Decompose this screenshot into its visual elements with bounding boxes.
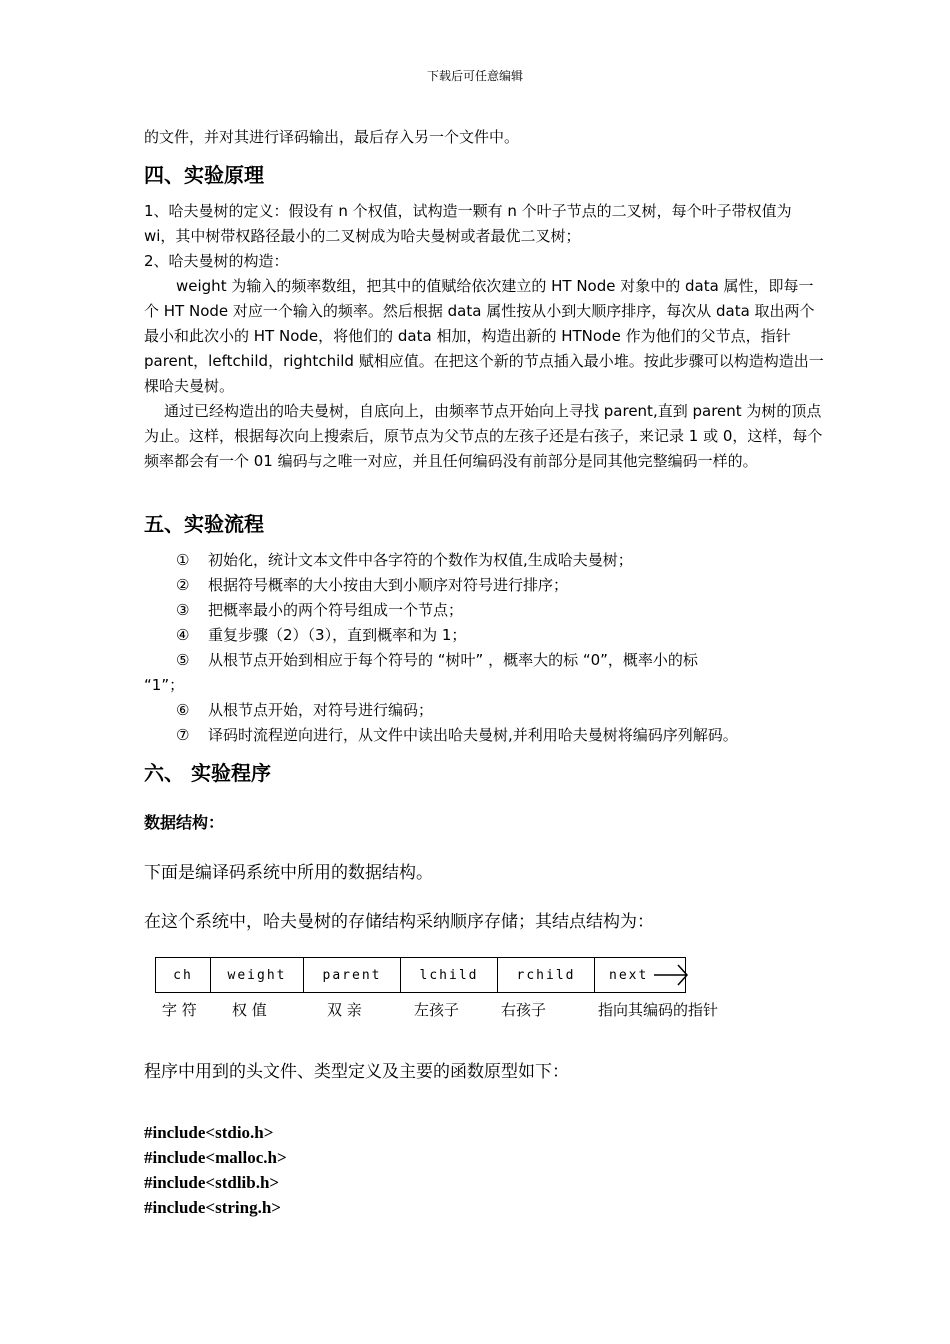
section-4-paragraph-1: 1、哈夫曼树的定义：假设有 n 个权值，试构造一颗有 n 个叶子节点的二叉树，每个叶子带权值为 wi，其中树带权路径最小的二叉树成为哈夫曼树或者最优二叉树；: [144, 202, 792, 245]
label-parent: 双 亲: [327, 1001, 362, 1019]
field-rchild: rchild: [498, 958, 595, 993]
include-line: #include<stdlib.h>: [144, 1173, 280, 1192]
label-weight: 权 值: [232, 1001, 267, 1019]
field-parent: parent: [304, 958, 401, 993]
step-number: ①: [176, 551, 190, 569]
header-note: 下载后可任意编辑: [426, 69, 523, 83]
intro-text: 的文件，并对其进行译码输出，最后存入另一个文件中。: [144, 128, 520, 146]
data-structure-intro: 下面是编译码系统中所用的数据结构。: [144, 863, 433, 883]
step-text: 把概率最小的两个符号组成一个节点；: [208, 601, 464, 619]
step-number: ②: [176, 576, 190, 594]
field-ch: ch: [156, 958, 211, 993]
section-4-paragraph-2: 2、哈夫曼树的构造：: [144, 252, 289, 270]
step-text: 译码时流程逆向进行，从文件中读出哈夫曼树,并利用哈夫曼树将编码序列解码。: [208, 726, 738, 744]
section-4-paragraph-4: 通过已经构造出的哈夫曼树，自底向上，由频率节点开始向上寻找 parent,直到 parent 为树的顶点为止。这样，根据每次向上搜索后，原节点为父节点的左孩子还是右孩子，来记录 1 或 0，这样，每个频率都会有一个 01 编码与之唯一对应，并且任何编码没有前部分是同其他完整编码一样的。: [144, 402, 823, 470]
section-4-paragraph-3: weight 为输入的频率数组，把其中的值赋给依次建立的 HT Node 对象中的 data 属性，即每一个 HT Node 对应一个输入的频率。然后根据 data 属性按从小到大顺序排序，每次从 data 取出两个最小和此次小的 HT Node，将他们的 data 相加，构造出新的 HTNode 作为他们的父节点，指针 parent，leftchild，rightchild 赋相应值。在把这个新的节点插入最小堆。按此步骤可以构造构造出一棵哈夫曼树。: [144, 277, 824, 395]
flow-step-5-continuation: “1”；: [144, 676, 185, 694]
step-number: ⑥: [176, 701, 190, 719]
step-text: 重复步骤（2）（3），直到概率和为 1；: [208, 626, 467, 644]
label-rchild: 右孩子: [501, 1001, 547, 1019]
flow-step-5: [144, 648, 824, 673]
flow-step-1: [144, 548, 824, 573]
section-4-heading: 四、实验原理: [144, 163, 264, 187]
flow-step-3: [144, 598, 824, 623]
step-text: 从根节点开始，对符号进行编码；: [208, 701, 434, 719]
label-lchild: 左孩子: [414, 1001, 460, 1019]
node-structure-table: [155, 957, 686, 993]
section-6-heading: 六、 实验程序: [144, 761, 271, 785]
storage-structure-text: 在这个系统中，哈夫曼树的存储结构采纳顺序存储；其结点结构为：: [144, 912, 654, 932]
flow-step-6: [144, 698, 824, 723]
label-ch: 字 符: [162, 1001, 197, 1019]
field-weight: weight: [211, 958, 304, 993]
step-number: ③: [176, 601, 190, 619]
step-text: 根据符号概率的大小按由大到小顺序对符号进行排序；: [208, 576, 569, 594]
step-number: ④: [176, 626, 190, 644]
include-line: #include<stdio.h>: [144, 1123, 274, 1142]
flow-step-7: [144, 723, 824, 748]
step-number: ⑦: [176, 726, 190, 744]
include-line: #include<malloc.h>: [144, 1148, 287, 1167]
header-files-intro: 程序中用到的头文件、类型定义及主要的函数原型如下：: [144, 1062, 569, 1082]
field-next: next: [595, 958, 686, 993]
flow-step-4: [144, 623, 824, 648]
step-text: 从根节点开始到相应于每个符号的 “树叶” ，概率大的标 “0”，概率小的标: [208, 651, 698, 669]
include-lines: [144, 1120, 644, 1220]
step-text: 初始化，统计文本文件中各字符的个数作为权值,生成哈夫曼树；: [208, 551, 633, 569]
section-5-heading: 五、实验流程: [144, 512, 264, 536]
data-structure-subheading: 数据结构：: [144, 813, 225, 832]
field-lchild: lchild: [401, 958, 498, 993]
flow-step-2: [144, 573, 824, 598]
step-number: ⑤: [176, 651, 190, 669]
label-next: 指向其编码的指针: [598, 1001, 719, 1019]
next-pointer-arrow-icon: [652, 962, 692, 988]
include-line: #include<string.h>: [144, 1198, 281, 1217]
